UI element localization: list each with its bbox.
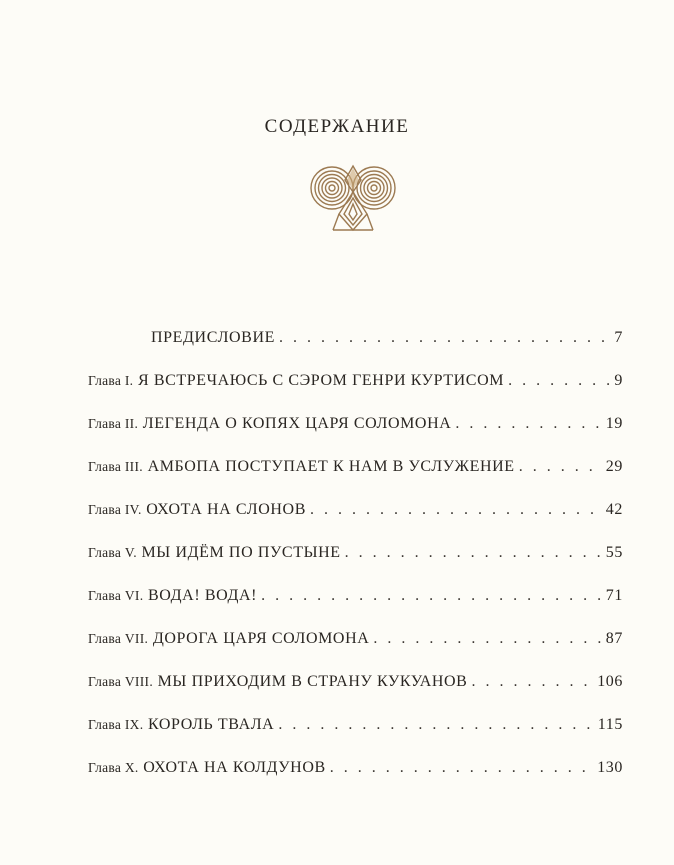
- toc-page-number: 115: [597, 716, 623, 733]
- toc-entry-title: МЫ ПРИХОДИМ В СТРАНУ КУКУАНОВ: [157, 673, 468, 690]
- toc-entry-chapter-2[interactable]: [88, 412, 623, 436]
- toc-entry-chapter-7[interactable]: [88, 627, 623, 651]
- toc-chapter-number: Глава VII.: [88, 631, 149, 646]
- toc-page-number: 42: [605, 501, 623, 518]
- page-title: СОДЕРЖАНИЕ: [264, 116, 410, 137]
- toc-chapter-number: Глава V.: [88, 545, 137, 560]
- toc-entry-title: КОРОЛЬ ТВАЛА: [148, 716, 275, 733]
- toc-dot-leader: [278, 713, 593, 737]
- toc-chapter-number: Глава IV.: [88, 502, 142, 517]
- toc-dot-leader: [519, 455, 602, 479]
- toc-page-number: 106: [597, 673, 623, 690]
- toc-dot-leader: [330, 756, 593, 780]
- toc-entry-chapter-1[interactable]: [88, 369, 623, 393]
- toc-chapter-number: Глава VIII.: [88, 674, 153, 689]
- toc-entry-chapter-3[interactable]: [88, 455, 623, 479]
- toc-dot-leader: [508, 369, 610, 393]
- toc-entry-chapter-4[interactable]: [88, 498, 623, 522]
- toc-entry-chapter-8[interactable]: [88, 670, 623, 694]
- toc-dot-leader: [373, 627, 601, 651]
- toc-entry-chapter-5[interactable]: [88, 541, 623, 565]
- toc-page-number: 9: [614, 372, 623, 389]
- toc-entry-title: АМБОПА ПОСТУПАЕТ К НАМ В УСЛУЖЕНИЕ: [147, 458, 515, 475]
- toc-chapter-number: Глава IX.: [88, 717, 144, 732]
- toc-page-number: 130: [597, 759, 623, 776]
- toc-chapter-number: Глава I.: [88, 373, 134, 388]
- toc-chapter-number: Глава X.: [88, 760, 139, 775]
- toc-entry-chapter-10[interactable]: [88, 756, 623, 780]
- toc-page-number: 71: [605, 587, 623, 604]
- toc-chapter-number: Глава VI.: [88, 588, 144, 603]
- toc-entry-title: ОХОТА НА СЛОНОВ: [146, 501, 306, 518]
- toc-dot-leader: [310, 498, 602, 522]
- toc-page-number: 29: [605, 458, 623, 475]
- toc-entry-preface[interactable]: [151, 326, 623, 350]
- toc-entry-chapter-6[interactable]: [88, 584, 623, 608]
- toc-entry-chapter-9[interactable]: [88, 713, 623, 737]
- toc-dot-leader: [345, 541, 602, 565]
- toc-dot-leader: [279, 326, 610, 350]
- toc-entry-title: ПРЕДИСЛОВИЕ: [151, 329, 275, 346]
- toc-entry-title: МЫ ИДЁМ ПО ПУСТЫНЕ: [141, 544, 341, 561]
- toc-chapter-number: Глава III.: [88, 459, 143, 474]
- toc-entry-title: ОХОТА НА КОЛДУНОВ: [143, 759, 326, 776]
- toc-entry-title: Я ВСТРЕЧАЮСЬ С СЭРОМ ГЕНРИ КУРТИСОМ: [137, 372, 505, 389]
- toc-dot-leader: [471, 670, 593, 694]
- toc-page-number: 19: [605, 415, 623, 432]
- toc-dot-leader: [455, 412, 601, 436]
- toc-chapter-number: Глава II.: [88, 416, 139, 431]
- toc-entry-title: ВОДА! ВОДА!: [148, 587, 258, 604]
- toc-page-number: 7: [614, 329, 623, 346]
- toc-entry-title: ЛЕГЕНДА О КОПЯХ ЦАРЯ СОЛОМОНА: [142, 415, 452, 432]
- toc-dot-leader: [261, 584, 602, 608]
- toc-page-number: 87: [605, 630, 623, 647]
- toc-page-number: 55: [605, 544, 623, 561]
- toc-entry-title: ДОРОГА ЦАРЯ СОЛОМОНА: [152, 630, 370, 647]
